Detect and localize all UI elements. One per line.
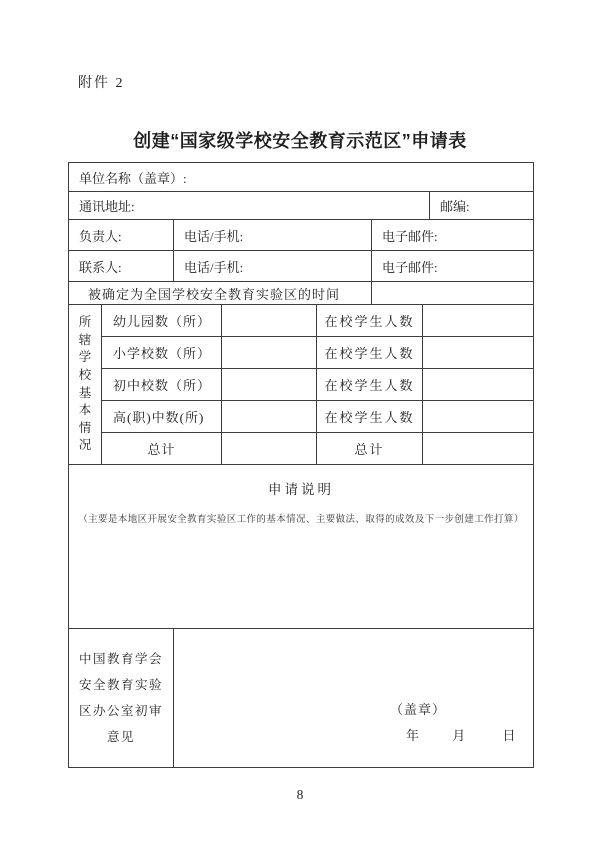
total-count-value [221,433,316,464]
office-review-body [173,629,533,767]
year-label: 年 [406,728,420,743]
primary-count-label: 小学校数（所） [113,346,212,361]
contact-person-row [69,250,533,281]
responsible-email-label: 电子邮件: [371,220,533,250]
kindergarten-students-value [422,305,533,336]
address-row [69,191,533,219]
date-line [406,725,516,744]
office-review-label [69,629,173,767]
day-label: 日 [502,728,516,743]
confirmed-time-value [371,282,533,304]
kindergarten-count-label: 幼儿园数（所） [113,314,212,329]
unit-name-row [69,163,533,191]
senior-students-value [422,401,533,432]
junior-count-value [221,369,316,400]
primary-students-value [422,337,533,368]
seal-label: （盖章） [390,702,447,717]
office-review-section [69,628,533,767]
schools-section-header: 所辖学校基本情况 [78,315,92,453]
office-review-label-line4: 意见 [106,730,135,744]
senior-students-label: 在校学生人数 [316,401,422,432]
school-row-primary [102,336,533,368]
junior-count-label: 初中校数（所） [113,378,212,393]
application-form-table [68,162,534,768]
kindergarten-count-value [221,305,316,336]
confirmed-time-row [69,281,533,304]
application-statement-section [69,464,533,628]
office-review-label-line1: 中国教育学会 [78,652,163,666]
unit-name-label: 单位名称（盖章）: [79,170,187,186]
total-students-label: 总计 [316,433,422,464]
total-students-value [422,433,533,464]
office-review-label-line2: 安全教育实验 [78,678,163,692]
postcode-label: 邮编: [429,192,533,219]
schools-grid [101,305,533,464]
kindergarten-students-label: 在校学生人数 [316,305,422,336]
school-row-total [102,432,533,464]
month-label: 月 [452,728,466,743]
senior-count-value [221,401,316,432]
junior-students-label: 在校学生人数 [316,369,422,400]
application-statement-note: （主要是本地区开展安全教育实验区工作的基本情况、主要做法、取得的成效及下一步创建工作打算） [78,515,524,525]
schools-section [69,304,533,464]
office-review-label-line3: 区办公室初审 [78,704,163,718]
responsible-phone-label: 电话/手机: [173,220,371,250]
contact-label: 联系人: [79,259,122,275]
junior-students-value [422,369,533,400]
school-row-senior [102,400,533,432]
contact-phone-label: 电话/手机: [173,251,371,281]
primary-students-label: 在校学生人数 [316,337,422,368]
address-label: 通讯地址: [79,199,135,214]
application-statement-header: 申请说明 [268,482,334,497]
school-row-junior [102,368,533,400]
responsible-label: 负责人: [79,228,122,244]
page-title: 创建“国家级学校安全教育示范区”申请表 [133,131,467,151]
primary-count-value [221,337,316,368]
responsible-person-row [69,219,533,250]
attachment-label: 附件 2 [78,76,125,91]
contact-email-label: 电子邮件: [371,251,533,281]
total-count-label: 总计 [147,442,176,457]
schools-section-header-cell [69,305,101,464]
senior-count-label: 高(职)中数(所) [113,410,205,425]
school-row-kindergarten [102,305,533,336]
confirmed-time-label: 被确定为全国学校安全教育实验区的时间 [88,286,341,302]
page-number: 8 [296,787,304,802]
